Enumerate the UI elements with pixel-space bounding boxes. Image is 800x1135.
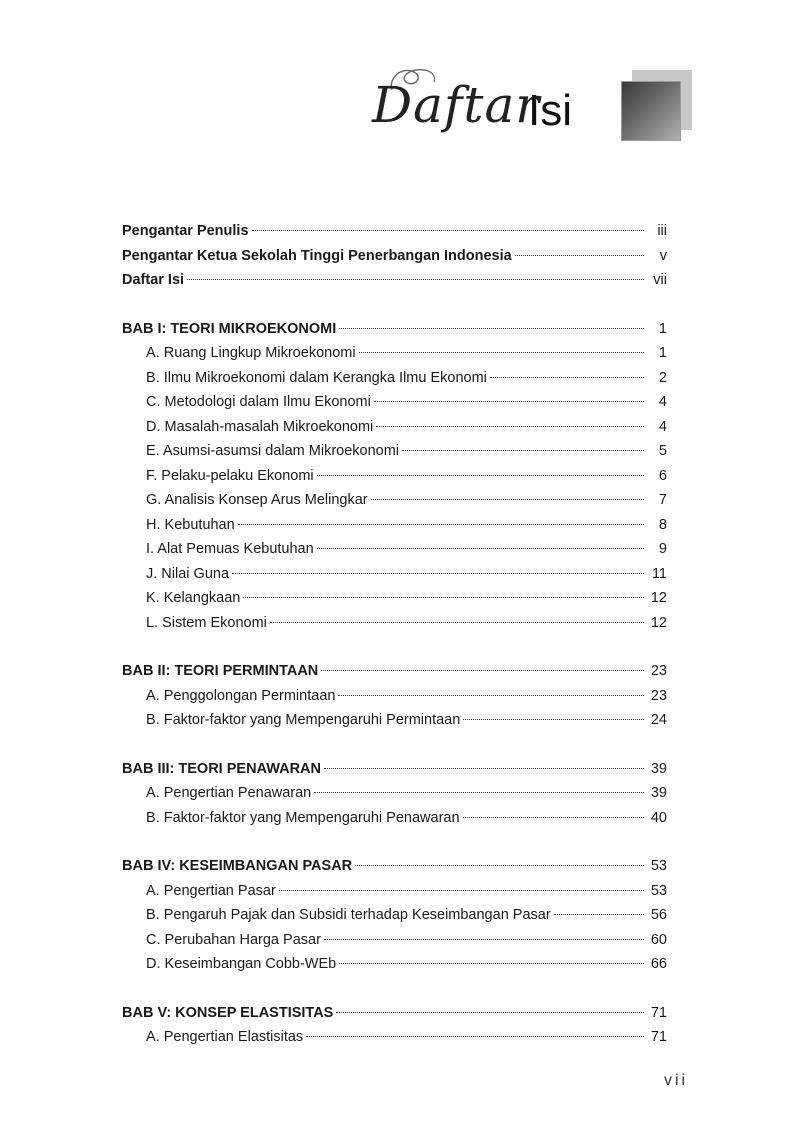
toc-entry-sub[interactable] [122, 341, 667, 366]
toc-dot-leader [187, 279, 644, 280]
toc-entry-main[interactable] [122, 659, 667, 684]
toc-entry-sub[interactable] [122, 708, 667, 733]
toc-dot-leader [339, 328, 644, 329]
toc-dot-leader [463, 719, 644, 720]
toc-entry-page: 66 [650, 956, 667, 972]
toc-entry-label: H. Kebutuhan [146, 516, 235, 533]
toc-entry-page: 23 [650, 687, 667, 704]
toc-dot-leader [243, 597, 644, 598]
toc-dot-leader [402, 450, 644, 451]
toc-entry-label: BAB IV: KESEIMBANGAN PASAR [122, 858, 353, 874]
toc-section [122, 854, 667, 977]
toc-entry-sub[interactable] [122, 1025, 667, 1050]
toc-entry-sub[interactable] [122, 611, 667, 636]
toc-entry-label: B. Pengaruh Pajak dan Subsidi terhadap Keseimbangan Pasar [146, 907, 551, 923]
toc-dot-leader [279, 890, 644, 891]
toc-section [122, 659, 667, 733]
toc-entry-page: 40 [650, 809, 667, 826]
toc-entry-sub[interactable] [122, 952, 667, 977]
decorative-square-front [622, 82, 680, 140]
toc-entry-main[interactable] [122, 244, 667, 269]
toc-entry-sub[interactable] [122, 390, 667, 415]
toc-dot-leader [252, 230, 644, 231]
toc-entry-label: J. Nilai Guna [146, 565, 230, 582]
toc-entry-label: B. Ilmu Mikroekonomi dalam Kerangka Ilmu Ekonomi [146, 369, 487, 386]
toc-dot-leader [321, 670, 644, 671]
toc-entry-sub[interactable] [122, 806, 667, 831]
toc-entry-page: vii [653, 272, 667, 288]
toc-dot-leader [314, 792, 644, 793]
toc-entry-sub[interactable] [122, 781, 667, 806]
toc-entry-page: 4 [658, 394, 667, 410]
toc-entry-sub[interactable] [122, 903, 667, 928]
toc-entry-label: L. Sistem Ekonomi [146, 614, 267, 631]
toc-dot-leader [238, 524, 644, 525]
toc-entry-page: 9 [658, 541, 667, 557]
toc-entry-page: 2 [658, 369, 667, 386]
toc-entry-main[interactable] [122, 268, 667, 293]
toc-dot-leader [270, 622, 644, 623]
toc-entry-label: G. Analisis Konsep Arus Melingkar [146, 492, 368, 508]
title-script-word: Daftar [372, 76, 541, 134]
toc-dot-leader [376, 426, 644, 427]
toc-entry-main[interactable] [122, 219, 667, 244]
toc-entry-label: E. Asumsi-asumsi dalam Mikroekonomi [146, 443, 400, 459]
toc-entry-page: 53 [650, 858, 667, 874]
toc-entry-label: A. Ruang Lingkup Mikroekonomi [146, 345, 356, 361]
toc-entry-label: A. Pengertian Pasar [146, 882, 276, 899]
toc-dot-leader [339, 963, 644, 964]
toc-entry-page: 71 [650, 1004, 667, 1021]
toc-entry-page: 4 [658, 418, 667, 435]
toc-entry-main[interactable] [122, 757, 667, 782]
toc-entry-page: 53 [650, 882, 667, 899]
toc-dot-leader [324, 768, 644, 769]
toc-entry-label: Pengantar Ketua Sekolah Tinggi Penerbangan Indonesia [122, 247, 512, 264]
toc-entry-label: BAB II: TEORI PERMINTAAN [122, 663, 319, 679]
toc-dot-leader [515, 255, 644, 256]
toc-dot-leader [371, 499, 644, 500]
toc-section [122, 1001, 667, 1050]
toc-entry-page: v [659, 247, 667, 264]
toc-dot-leader [359, 352, 644, 353]
toc-entry-page: 71 [650, 1029, 667, 1045]
toc-entry-sub[interactable] [122, 928, 667, 953]
toc-entry-page: 12 [650, 590, 667, 606]
toc-entry-sub[interactable] [122, 684, 667, 709]
toc-entry-sub[interactable] [122, 562, 667, 587]
toc-entry-page: 23 [650, 663, 667, 679]
toc-entry-page: 7 [658, 492, 667, 508]
toc-section [122, 317, 667, 636]
toc-entry-page: 6 [658, 467, 667, 484]
toc-entry-label: K. Kelangkaan [146, 590, 241, 606]
toc-entry-label: D. Keseimbangan Cobb-WEb [146, 956, 337, 972]
toc-entry-label: Daftar Isi [122, 272, 185, 288]
toc-entry-page: 39 [650, 760, 667, 777]
title-plain-word: Isi [528, 86, 572, 135]
toc-entry-label: BAB V: KONSEP ELASTISITAS [122, 1004, 334, 1021]
toc-entry-page: 12 [650, 614, 667, 631]
toc-dot-leader [490, 377, 644, 378]
toc-entry-main[interactable] [122, 317, 667, 342]
toc-entry-sub[interactable] [122, 513, 667, 538]
toc-entry-page: 1 [658, 320, 667, 337]
toc-entry-sub[interactable] [122, 415, 667, 440]
toc-entry-label: B. Faktor-faktor yang Mempengaruhi Permintaan [146, 712, 461, 728]
toc-dot-leader [306, 1036, 644, 1037]
toc-entry-page: 60 [650, 931, 667, 948]
toc-dot-leader [324, 939, 644, 940]
toc-dot-leader [232, 573, 644, 574]
toc-dot-leader [317, 475, 644, 476]
table-of-contents [122, 219, 667, 1074]
toc-entry-page: 11 [651, 565, 667, 582]
toc-entry-sub[interactable] [122, 879, 667, 904]
toc-dot-leader [338, 695, 644, 696]
toc-dot-leader [317, 548, 644, 549]
toc-entry-sub[interactable] [122, 586, 667, 611]
toc-entry-label: A. Penggolongan Permintaan [146, 687, 336, 704]
toc-entry-page: iii [657, 223, 667, 239]
toc-entry-sub[interactable] [122, 537, 667, 562]
toc-entry-page: 1 [658, 345, 667, 361]
toc-entry-main[interactable] [122, 1001, 667, 1026]
toc-entry-page: 56 [650, 907, 667, 923]
toc-entry-label: A. Pengertian Elastisitas [146, 1029, 304, 1045]
toc-entry-page: 5 [658, 443, 667, 459]
toc-entry-label: Pengantar Penulis [122, 223, 249, 239]
toc-entry-page: 24 [650, 712, 667, 728]
toc-entry-sub[interactable] [122, 439, 667, 464]
toc-entry-label: I. Alat Pemuas Kebutuhan [146, 541, 314, 557]
toc-section [122, 757, 667, 831]
toc-dot-leader [554, 914, 644, 915]
toc-entry-label: A. Pengertian Penawaran [146, 785, 312, 801]
toc-dot-leader [374, 401, 644, 402]
toc-entry-label: BAB III: TEORI PENAWARAN [122, 760, 321, 777]
toc-dot-leader [463, 817, 644, 818]
toc-entry-label: F. Pelaku-pelaku Ekonomi [146, 467, 314, 484]
toc-entry-label: B. Faktor-faktor yang Mempengaruhi Penawaran [146, 809, 460, 826]
toc-dot-leader [355, 865, 644, 866]
toc-entry-label: BAB I: TEORI MIKROEKONOMI [122, 320, 337, 337]
toc-section [122, 219, 667, 293]
toc-entry-page: 8 [658, 516, 667, 533]
page-number: vii [664, 1072, 689, 1089]
toc-entry-sub[interactable] [122, 366, 667, 391]
toc-entry-label: D. Masalah-masalah Mikroekonomi [146, 418, 374, 435]
toc-entry-label: C. Metodologi dalam Ilmu Ekonomi [146, 394, 371, 410]
toc-entry-sub[interactable] [122, 488, 667, 513]
toc-entry-label: C. Perubahan Harga Pasar [146, 931, 321, 948]
toc-entry-page: 39 [650, 785, 667, 801]
toc-dot-leader [336, 1012, 644, 1013]
toc-entry-sub[interactable] [122, 464, 667, 489]
toc-entry-main[interactable] [122, 854, 667, 879]
